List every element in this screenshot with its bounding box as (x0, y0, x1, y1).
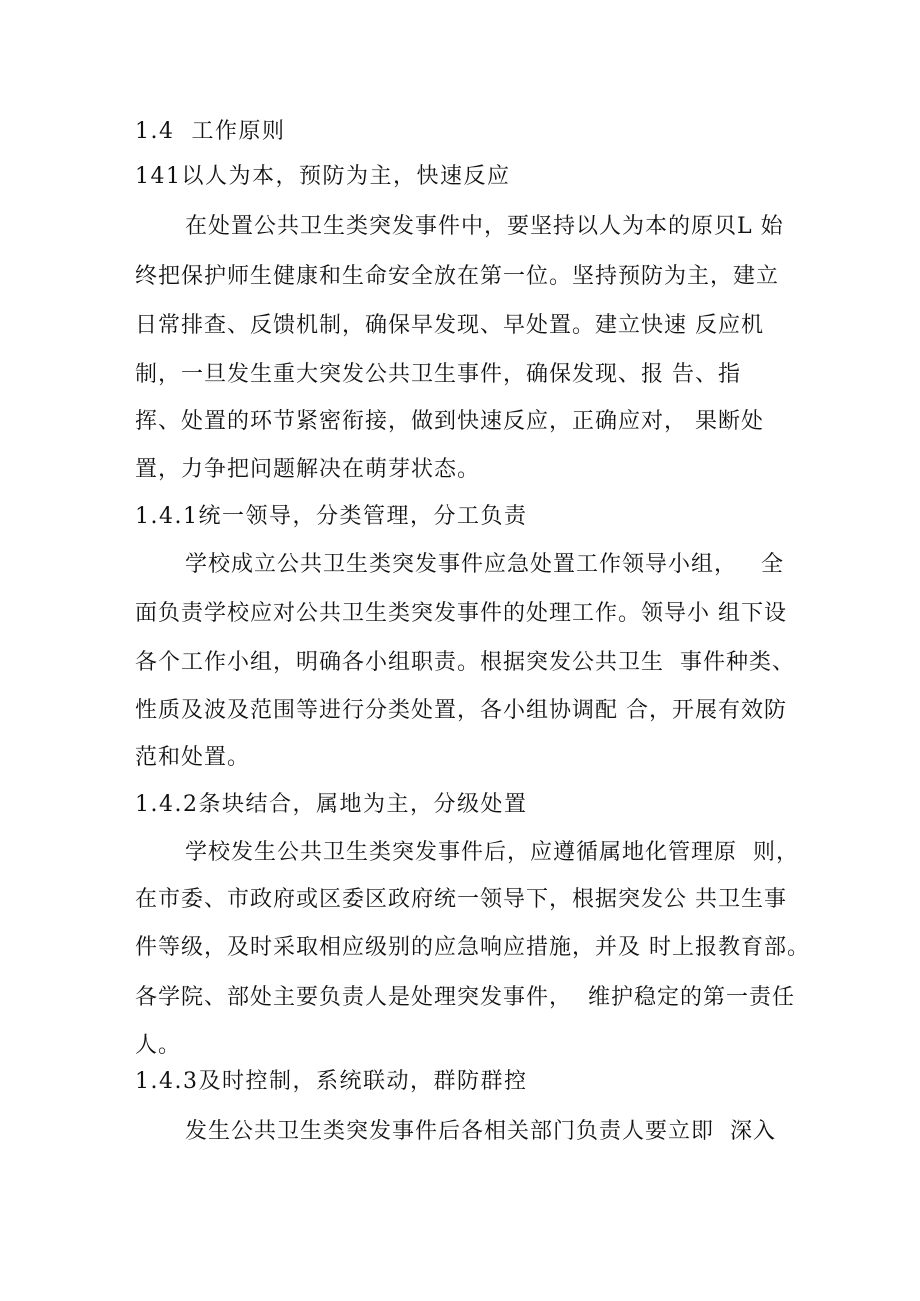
subsection-heading-1-4-1: 1.4.1统一领导，分类管理，分工负责 (135, 504, 528, 529)
paragraph-line: 各个工作小组，明确各小组职责。根据突发公共卫生 事件种类、 (135, 650, 795, 675)
section-heading-1-4: 1.4 工作原则 (135, 119, 286, 144)
paragraph-line: 在市委、市政府或区委区政府统一领导下，根据突发公 共卫生事 (135, 887, 787, 912)
paragraph-line: 置，力争把问题解决在萌芽状态。 (135, 457, 481, 482)
paragraph-line: 挥、处置的环节紧密衔接，做到快速反应，正确应对， 果断处 (135, 409, 764, 434)
paragraph-line: 面负责学校应对公共卫生类突发事件的处理工作。领导小 组下设 (135, 601, 787, 626)
paragraph-line: 发生公共卫生类突发事件后各相关部门负责人要立即 深入 (185, 1119, 776, 1144)
subsection-heading-1-4-3: 1.4.3及时控制，系统联动，群防群控 (135, 1069, 528, 1094)
paragraph-line: 学校成立公共卫生类突发事件应急处置工作领导小组， 全 (185, 552, 784, 577)
paragraph-line: 在处置公共卫生类突发事件中，要坚持以人为本的原贝L 始 (185, 214, 784, 239)
subsection-heading-1-4-2: 1.4.2条块结合，属地为主，分级处置 (135, 792, 528, 817)
paragraph-line: 件等级，及时采取相应级别的应急响应措施，并及 时上报教育部。 (135, 935, 810, 960)
paragraph-line: 范和处置。 (135, 745, 251, 770)
paragraph-line: 各学院、部处主要负责人是处理突发事件， 维护稳定的第一责任 (135, 985, 795, 1010)
paragraph-line: 学校发生公共卫生类突发事件后，应遵循属地化管理原 则， (185, 840, 799, 865)
subsection-heading-1-4-1a: 141以人为本，预防为主，快速反应 (135, 164, 511, 189)
paragraph-line: 制，一旦发生重大突发公共卫生事件，确保发现、报 告、指 (135, 362, 741, 387)
paragraph-line: 终把保护师生健康和生命安全放在第一位。坚持预防为主，建立 (135, 264, 780, 289)
paragraph-line: 性质及波及范围等进行分类处置，各小组协调配 合，开展有效防 (135, 698, 787, 723)
paragraph-line: 人。 (135, 1033, 182, 1058)
paragraph-line: 日常排查、反馈机制，确保早发现、早处置。建立快速 反应机 (135, 313, 764, 338)
